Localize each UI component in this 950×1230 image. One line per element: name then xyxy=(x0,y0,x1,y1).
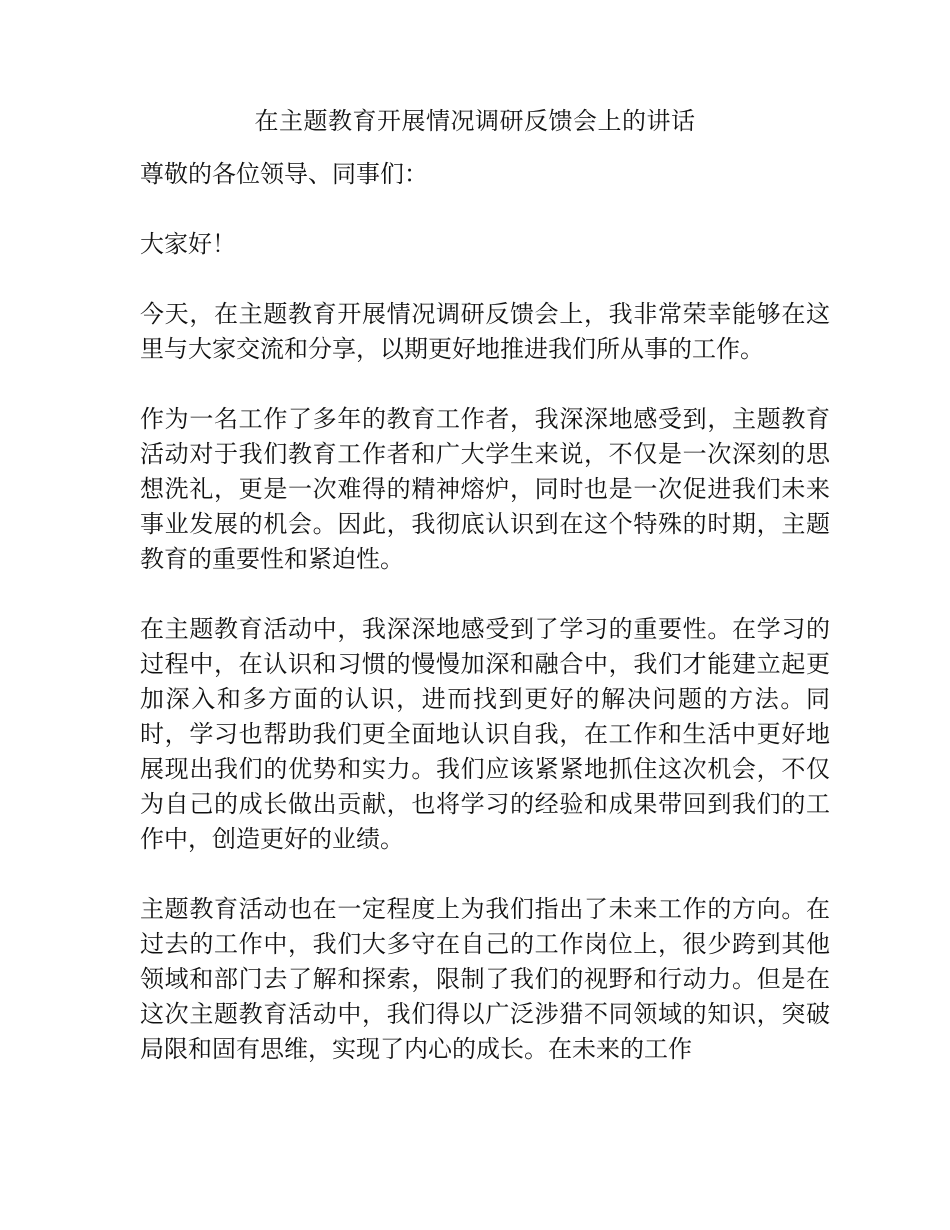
paragraph: 在主题教育活动中，我深深地感受到了学习的重要性。在学习的过程中，在认识和习惯的慢慢加深和融合中，我们才能建立起更加深入和多方面的认识，进而找到更好的解决问题的方法。同时，学习也帮助我们更全面地认识自我，在工作和生活中更好地展现出我们的优势和实力。我们应该紧紧地抓住这次机会，不仅为自己的成长做出贡献，也将学习的经验和成果带回到我们的工作中，创造更好的业绩。 xyxy=(140,615,830,853)
paragraph-greeting: 大家好！ xyxy=(140,230,236,258)
document-title: 在主题教育开展情况调研反馈会上的讲话 xyxy=(254,107,696,135)
paragraph: 今天，在主题教育开展情况调研反馈会上，我非常荣幸能够在这里与大家交流和分享，以期更好地推进我们所从事的工作。 xyxy=(140,300,830,363)
paragraph: 主题教育活动也在一定程度上为我们指出了未来工作的方向。在过去的工作中，我们大多守在自己的工作岗位上，很少跨到其他领域和部门去了解和探索，限制了我们的视野和行动力。但是在这次主题教育活动中，我们得以广泛涉猎不同领域的知识，突破局限和固有思维，实现了内心的成长。在未来的工作 xyxy=(140,895,830,1063)
document-body xyxy=(140,157,830,1102)
paragraph-salutation: 尊敬的各位领导、同事们： xyxy=(140,160,428,188)
paragraph: 作为一名工作了多年的教育工作者，我深深地感受到，主题教育活动对于我们教育工作者和广大学生来说，不仅是一次深刻的思想洗礼，更是一次难得的精神熔炉，同时也是一次促进我们未来事业发展的机会。因此，我彻底认识到在这个特殊的时期，主题教育的重要性和紧迫性。 xyxy=(140,405,830,573)
